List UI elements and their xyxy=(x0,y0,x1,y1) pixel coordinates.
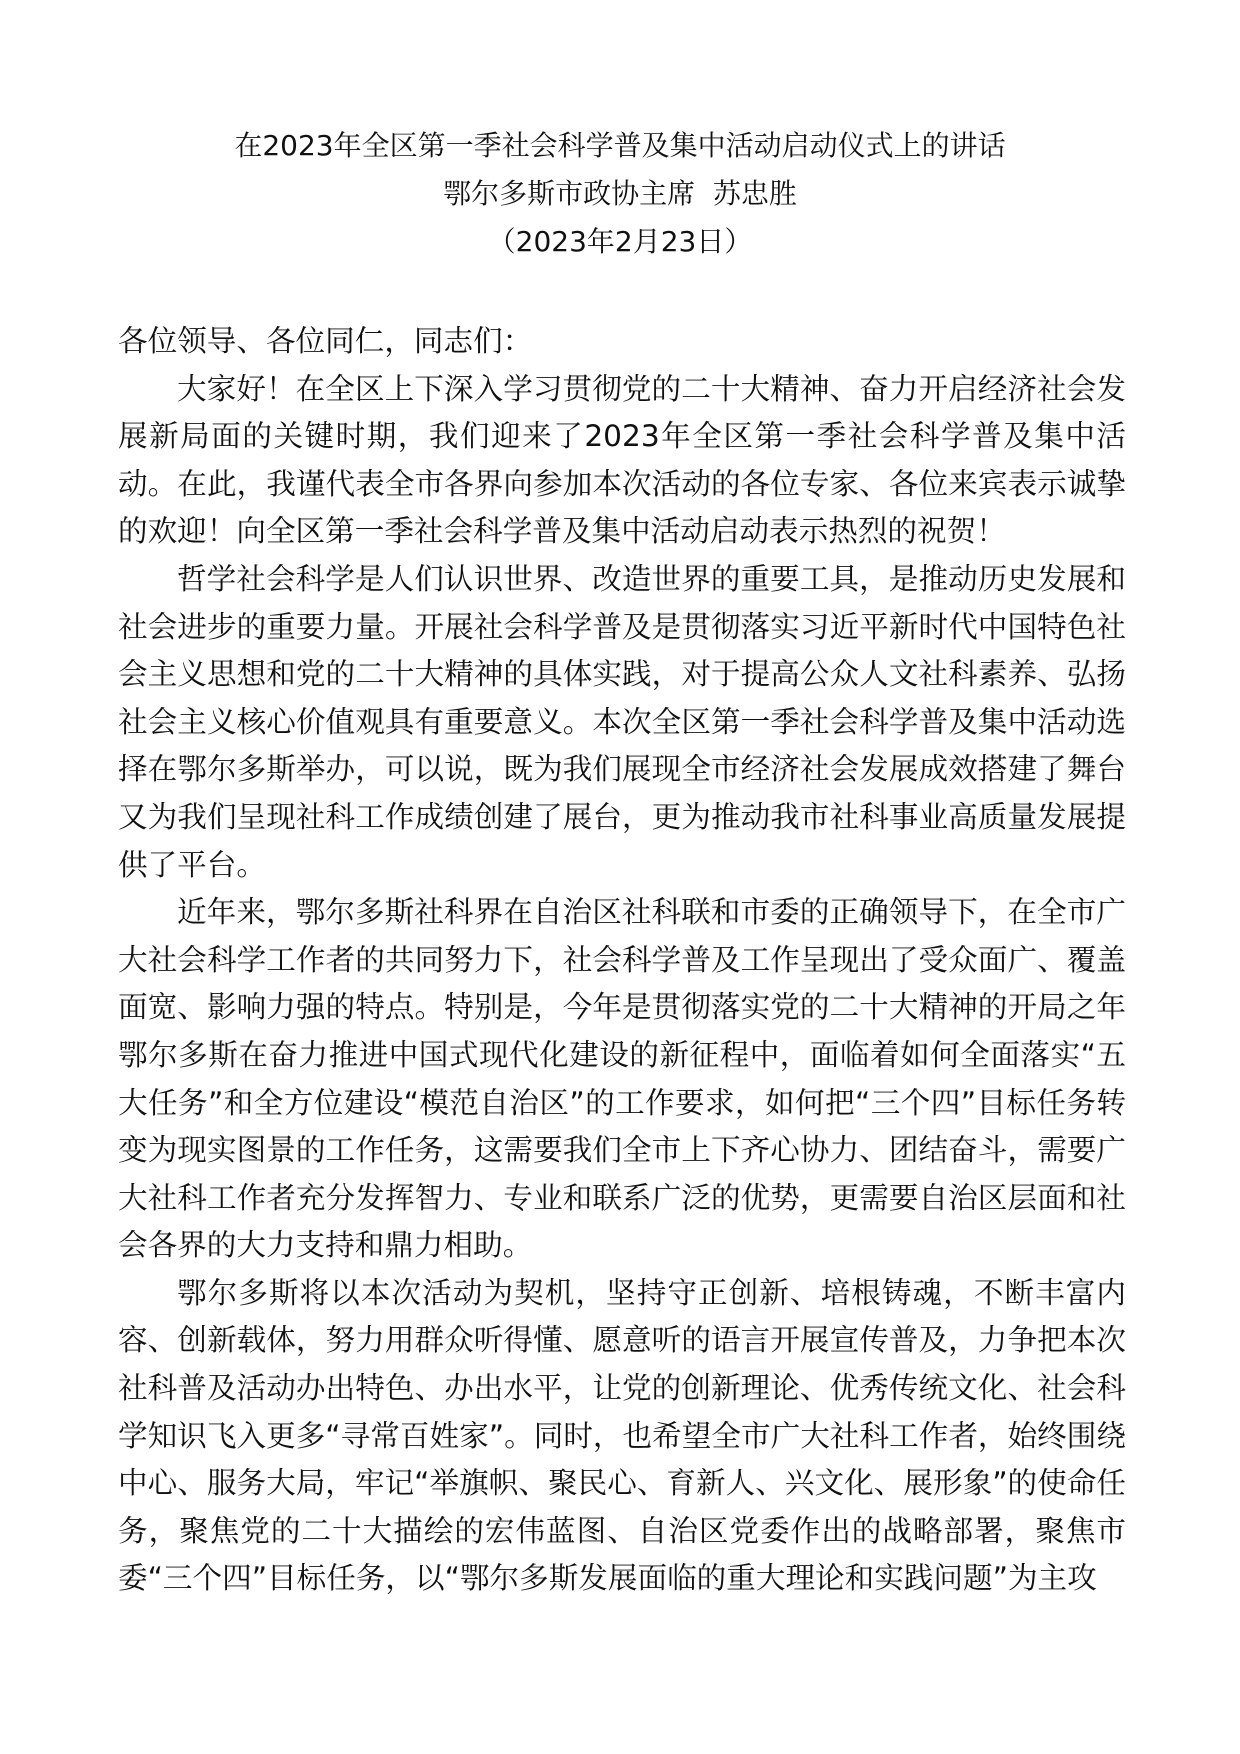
speaker-line: 鄂尔多斯市政协主席 苏忠胜 xyxy=(443,177,797,210)
speech-date: （2023年2月23日） xyxy=(487,225,753,258)
paragraph-social-science-importance: 哲学社会科学是人们认识世界、改造世界的重要工具，是推动历史发展和社会进步的重要力量。开展社会科学普及是贯彻落实习近平新时代中国特色社会主义思想和党的二十大精神的具体实践，对于提高公众人文社科素养、弘扬社会主义核心价值观具有重要意义。本次全区第一季社会科学普及集中活动选择在鄂尔多斯举办，可以说，既为我们展现全市经济社会发展成效搭建了舞台又为我们呈现社科工作成绩创建了展台，更为推动我市社科事业高质量发展提供了平台。 xyxy=(118,561,1126,882)
document-header xyxy=(0,122,1240,266)
paragraph-welcome: 大家好！在全区上下深入学习贯彻党的二十大精神、奋力开启经济社会发展新局面的关键时期，我们迎来了2023年全区第一季社会科学普及集中活动。在此，我谨代表全市各界向参加本次活动的各位专家、各位来宾表示诚挚的欢迎！向全区第一季社会科学普及集中活动启动表示热烈的祝贺！ xyxy=(118,371,1126,549)
document-title: 在2023年全区第一季社会科学普及集中活动启动仪式上的讲话 xyxy=(234,129,1006,162)
paragraph-future-commitments: 鄂尔多斯将以本次活动为契机，坚持守正创新、培根铸魂，不断丰富内容、创新载体，努力用群众听得懂、愿意听的语言开展宣传普及，力争把本次社科普及活动办出特色、办出水平，让党的创新理论、优秀传统文化、社会科学知识飞入更多“寻常百姓家”。同时，也希望全市广大社科工作者，始终围绕中心、服务大局，牢记“举旗帜、聚民心、育新人、兴文化、展形象”的使命任务，聚焦党的二十大描绘的宏伟蓝图、自治区党委作出的战略部署，聚焦市委“三个四”目标任务，以“鄂尔多斯发展面临的重大理论和实践问题”为主攻 xyxy=(118,1275,1126,1596)
document-body xyxy=(118,318,1126,1603)
salutation: 各位领导、各位同仁，同志们： xyxy=(118,324,533,358)
paragraph-recent-achievements: 近年来，鄂尔多斯社科界在自治区社科联和市委的正确领导下，在全市广大社会科学工作者的共同努力下，社会科学普及工作呈现出了受众面广、覆盖面宽、影响力强的特点。特别是，今年是贯彻落实党的二十大精神的开局之年鄂尔多斯在奋力推进中国式现代化建设的新征程中，面临着如何全面落实“五大任务”和全方位建设“模范自治区”的工作要求，如何把“三个四”目标任务转变为现实图景的工作任务，这需要我们全市上下齐心协力、团结奋斗，需要广大社科工作者充分发挥智力、专业和联系广泛的优势，更需要自治区层面和社会各界的大力支持和鼎力相助。 xyxy=(118,895,1127,1263)
